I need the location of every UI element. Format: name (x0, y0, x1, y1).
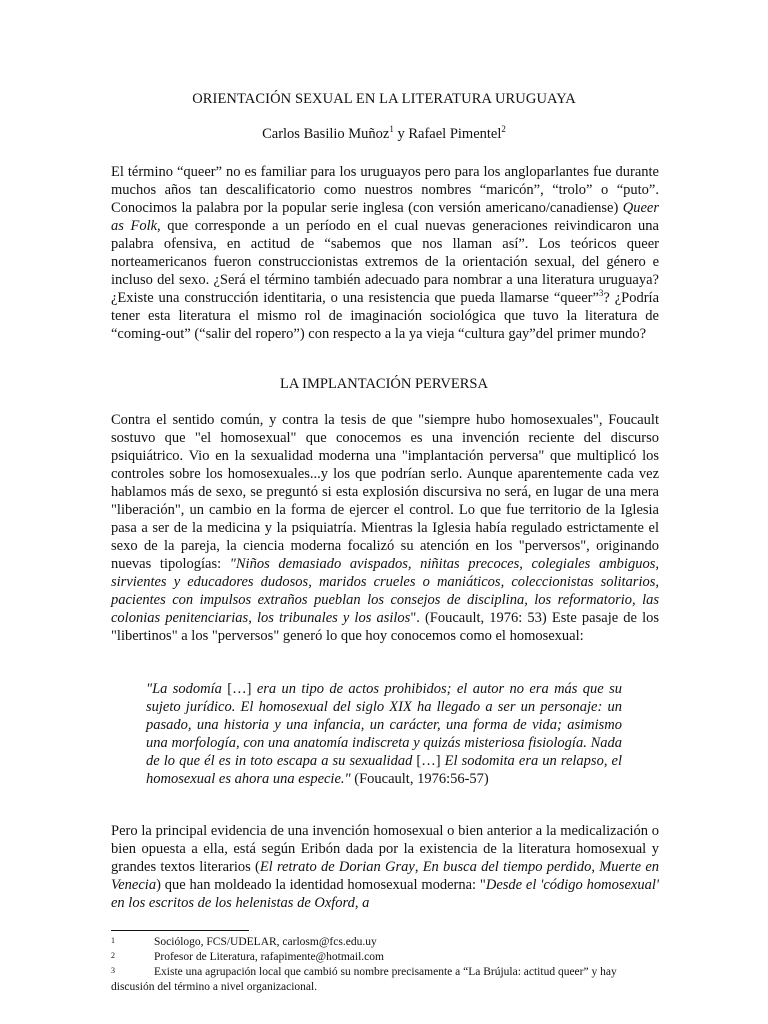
quote-ellipsis-2: […] (416, 753, 441, 769)
work-separator-1: , (414, 859, 423, 875)
intro-text-2: , que corresponde a un período en el cual nuevas generaciones reivindicaron una palabra ofensiva, en actitud de “sabemos que nos llaman así”. Los teóricos queer norteamericanos fueron construccionistas extremos de la orientación sexual, del género e incluso del sexo. ¿Será el término también adecuado para nombrar a una literatura uruguaya? ¿Existe una construcción identitaria, o una resistencia que pueda llamarse “queer” (111, 218, 659, 306)
quote-part-3: El sodomita era un relapso, el homosexual es ahora una especie." (146, 753, 623, 787)
work-title-3: Muerte en Venecia (111, 859, 660, 893)
quote-part-2: era un tipo de actos prohibidos; el autor no era más que su sujeto jurídico. El homosexual del siglo XIX ha llegado a ser un personaje: un pasado, una historia y una infancia, un carácter, una forma de vida; asimismo una morfología, con una anatomía indiscreta y quizás misteriosa fisiología. Nada de lo que él es in toto escapa a su sexualidad (146, 681, 622, 769)
work-title-1: El retrato de Dorian Gray (259, 859, 415, 875)
section-text-2: ". (Foucault, 1976: 53) Este pasaje de los "libertinos" a los "perversos" generó lo que hoy conocemos como el homosexual: (111, 610, 659, 644)
work-separator-2: , (591, 859, 600, 875)
footnote-number: 1 (111, 936, 115, 945)
footnote-2 (111, 950, 659, 965)
footnote-text: Profesor de Literatura, rafapimente@hotmail.com (154, 951, 384, 963)
conclusion-paragraph (111, 822, 659, 912)
author-name-1: Carlos Basilio Muñoz (262, 126, 390, 142)
intro-text-1: El término “queer” no es familiar para los uruguayos pero para los angloparlantes fue durante muchos años tan descalificatorio como nuestros nombres “maricón”, “trolo” o “puto”. Conocimos la palabra por la popular serie inglesa (con versión americano/canadiense) (111, 164, 659, 216)
footnote-number: 3 (111, 966, 115, 975)
section-text-1: Contra el sentido común, y contra la tesis de que "siempre hubo homosexuales", Foucault sostuvo que "el homosexual" que conocemos es una invención reciente del discurso psiquiátrico. Vio en la sexualidad moderna una "implantación perversa" que multiplicó los controles sobre los homosexuales...y los que podrían serlo. Aunque aparentemente cada vez hablamos más de sexo, se preguntó si esta explosión discursiva no será, en lugar de una mera "liberación", un cambio en la forma de ejercer el control. Lo que fue territorio de la Iglesia pasa a ser de la medicina y la psiquiatría. Mientras la Iglesia había regulado estrictamente el sexo de la pareja, la ciencia moderna focalizó su atención en los "perversos", originando nuevas tipologías: (111, 412, 659, 572)
quote-citation: (Foucault, 1976:56-57) (350, 771, 489, 787)
section-italic-quote: "Niños demasiado avispados, niñitas precoces, colegiales ambiguos, sirvientes y educadores dudosos, maridos crueles o maniáticos, coleccionistas solitarios, pacientes con impulsos extraños pueblan los consejos de disciplina, los reformatorio, las colonias penitenciarias, los tribunales y los asilos (111, 556, 659, 626)
conclusion-text-2: ) que han moldeado la identidad homosexual moderna: " (156, 877, 486, 893)
block-quote (146, 680, 622, 788)
show-title: Queer as Folk (111, 200, 659, 234)
work-title-2: En busca del tiempo perdido (422, 859, 592, 875)
footnotes (111, 935, 659, 995)
footnote-number: 2 (111, 951, 115, 960)
footnote-text: Existe una agrupación local que cambió su nombre precisamente a “La Brújula: actitud queer” y hay discusión del término a nivel organizacional. (111, 966, 617, 993)
footnote-ref-3[interactable]: 3 (598, 288, 604, 299)
author-line (0, 126, 768, 143)
section-heading: LA IMPLANTACIÓN PERVERSA (280, 376, 488, 392)
intro-text-3: ? ¿Podría tener esta literatura el mismo rol de imaginación sociológica que tuvo la literatura de “coming-out” (“salir del ropero”) con respecto a la ya vieja “cultura gay”del primer mundo? (111, 290, 660, 342)
quote-ellipsis-1: […] (227, 681, 252, 697)
footnote-text: Sociólogo, FCS/UDELAR, carlosm@fcs.edu.uy (154, 936, 377, 948)
conclusion-italic-tail: Desde el 'código homosexual' en los escritos de los helenistas de Oxford, a (111, 877, 659, 911)
footnote-3 (111, 965, 659, 995)
footnote-1 (111, 935, 659, 950)
conclusion-text-1: Pero la principal evidencia de una invención homosexual o bien anterior a la medicalización o bien opuesta a ella, está según Eribón dada por la existencia de la literatura homosexual y grandes textos literarios ( (111, 823, 659, 875)
author-connector: y (393, 126, 409, 142)
section-paragraph (111, 411, 659, 645)
footnote-separator (111, 930, 249, 931)
author-name-2: Rafael Pimentel (408, 126, 502, 142)
footnote-ref-1[interactable]: 1 (389, 124, 394, 135)
quote-part-1: "La sodomía (146, 681, 228, 697)
footnote-ref-2[interactable]: 2 (501, 124, 506, 135)
intro-paragraph (111, 163, 659, 343)
document-title: ORIENTACIÓN SEXUAL EN LA LITERATURA URUGUAYA (192, 91, 576, 107)
